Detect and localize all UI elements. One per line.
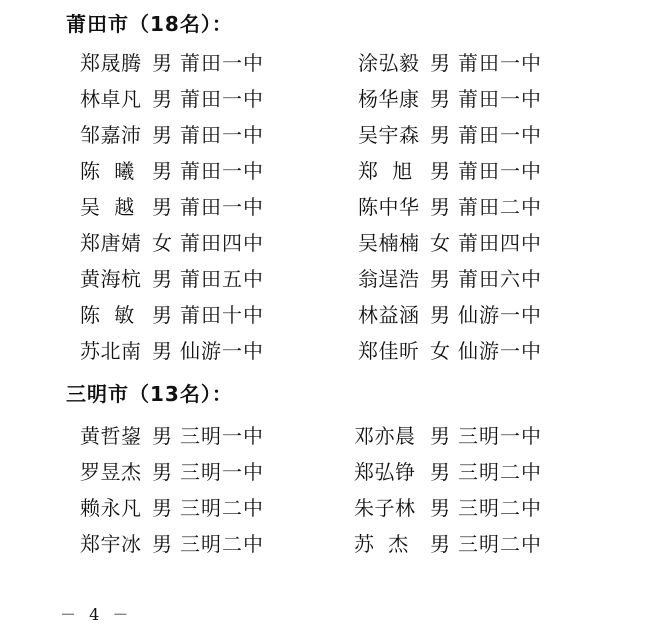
student-entry bbox=[354, 526, 554, 562]
student-school: 莆田一中 bbox=[458, 51, 542, 75]
student-name: 朱子林 bbox=[354, 496, 416, 520]
student-entry bbox=[80, 225, 280, 261]
section-heading-putian: 莆田市（18名）： bbox=[66, 12, 233, 36]
student-school: 三明二中 bbox=[458, 460, 542, 484]
student-school: 莆田六中 bbox=[458, 267, 542, 291]
student-gender: 男 bbox=[152, 424, 172, 448]
student-gender: 男 bbox=[430, 51, 450, 75]
student-school: 三明二中 bbox=[180, 532, 264, 556]
student-entry bbox=[80, 261, 280, 297]
student-entry bbox=[80, 526, 280, 562]
student-gender: 男 bbox=[430, 303, 450, 327]
student-school: 三明二中 bbox=[458, 532, 542, 556]
student-school: 三明一中 bbox=[180, 424, 264, 448]
student-gender: 男 bbox=[152, 51, 172, 75]
student-name: 黄哲鋆 bbox=[80, 424, 142, 448]
student-entry bbox=[358, 261, 558, 297]
student-gender: 女 bbox=[430, 231, 450, 255]
putian-row bbox=[0, 189, 650, 225]
student-gender: 男 bbox=[152, 87, 172, 111]
student-school: 莆田一中 bbox=[180, 51, 264, 75]
student-school: 莆田一中 bbox=[458, 87, 542, 111]
student-name: 吴 越 bbox=[80, 195, 135, 219]
student-gender: 男 bbox=[152, 267, 172, 291]
sanming-row bbox=[0, 490, 650, 526]
student-name: 吴宇森 bbox=[358, 123, 420, 147]
student-entry bbox=[358, 117, 558, 153]
student-gender: 男 bbox=[152, 339, 172, 363]
student-name: 苏北南 bbox=[80, 339, 142, 363]
page-number: － 4 － bbox=[60, 605, 133, 624]
student-school: 莆田二中 bbox=[458, 195, 542, 219]
student-entry bbox=[358, 81, 558, 117]
putian-row bbox=[0, 45, 650, 81]
student-entry bbox=[80, 81, 280, 117]
student-entry bbox=[80, 490, 280, 526]
student-gender: 男 bbox=[152, 159, 172, 183]
student-name: 郑宇冰 bbox=[80, 532, 142, 556]
student-entry bbox=[80, 333, 280, 369]
student-gender: 男 bbox=[152, 303, 172, 327]
student-gender: 男 bbox=[430, 123, 450, 147]
student-gender: 女 bbox=[152, 231, 172, 255]
student-name: 郑晟腾 bbox=[80, 51, 142, 75]
student-name: 林卓凡 bbox=[80, 87, 142, 111]
student-name: 杨华康 bbox=[358, 87, 420, 111]
putian-row bbox=[0, 153, 650, 189]
student-name: 郑弘铮 bbox=[354, 460, 416, 484]
student-entry bbox=[354, 418, 554, 454]
student-gender: 男 bbox=[430, 195, 450, 219]
student-name: 罗昱杰 bbox=[80, 460, 142, 484]
student-school: 莆田一中 bbox=[458, 159, 542, 183]
student-gender: 男 bbox=[430, 460, 450, 484]
student-name: 翁逞浩 bbox=[358, 267, 420, 291]
student-entry bbox=[358, 297, 558, 333]
student-gender: 男 bbox=[152, 496, 172, 520]
student-gender: 男 bbox=[430, 267, 450, 291]
putian-row bbox=[0, 261, 650, 297]
student-name: 陈中华 bbox=[358, 195, 420, 219]
student-name: 涂弘毅 bbox=[358, 51, 420, 75]
student-gender: 男 bbox=[152, 123, 172, 147]
student-name: 林益涵 bbox=[358, 303, 420, 327]
student-school: 莆田五中 bbox=[180, 267, 264, 291]
student-entry bbox=[354, 454, 554, 490]
student-school: 仙游一中 bbox=[458, 339, 542, 363]
student-name: 郑 旭 bbox=[358, 159, 413, 183]
student-name: 邹嘉沛 bbox=[80, 123, 142, 147]
student-entry bbox=[358, 45, 558, 81]
student-gender: 男 bbox=[430, 496, 450, 520]
putian-row bbox=[0, 117, 650, 153]
sanming-row bbox=[0, 454, 650, 490]
student-entry bbox=[80, 418, 280, 454]
student-gender: 女 bbox=[430, 339, 450, 363]
student-gender: 男 bbox=[152, 195, 172, 219]
student-school: 仙游一中 bbox=[458, 303, 542, 327]
student-entry bbox=[358, 333, 558, 369]
student-entry bbox=[80, 189, 280, 225]
student-name: 吴楠楠 bbox=[358, 231, 420, 255]
student-school: 莆田一中 bbox=[458, 123, 542, 147]
putian-row bbox=[0, 225, 650, 261]
student-school: 莆田一中 bbox=[180, 195, 264, 219]
student-name: 陈 曦 bbox=[80, 159, 135, 183]
student-entry bbox=[358, 153, 558, 189]
sanming-row bbox=[0, 526, 650, 562]
student-school: 莆田四中 bbox=[458, 231, 542, 255]
student-entry bbox=[358, 225, 558, 261]
student-school: 三明二中 bbox=[180, 496, 264, 520]
putian-row bbox=[0, 81, 650, 117]
student-gender: 男 bbox=[152, 460, 172, 484]
student-entry bbox=[354, 490, 554, 526]
student-name: 郑唐婧 bbox=[80, 231, 142, 255]
student-school: 莆田四中 bbox=[180, 231, 264, 255]
sanming-row bbox=[0, 418, 650, 454]
student-school: 三明二中 bbox=[458, 496, 542, 520]
student-school: 仙游一中 bbox=[180, 339, 264, 363]
student-gender: 男 bbox=[430, 87, 450, 111]
student-name: 黄海杭 bbox=[80, 267, 142, 291]
student-name: 陈 敏 bbox=[80, 303, 135, 327]
student-school: 莆田一中 bbox=[180, 123, 264, 147]
student-entry bbox=[80, 153, 280, 189]
student-name: 郑佳昕 bbox=[358, 339, 420, 363]
putian-row bbox=[0, 333, 650, 369]
student-entry bbox=[80, 454, 280, 490]
student-school: 莆田一中 bbox=[180, 159, 264, 183]
student-entry bbox=[358, 189, 558, 225]
student-entry bbox=[80, 297, 280, 333]
putian-row bbox=[0, 297, 650, 333]
student-school: 莆田十中 bbox=[180, 303, 264, 327]
student-name: 苏 杰 bbox=[354, 532, 409, 556]
student-school: 三明一中 bbox=[180, 460, 264, 484]
student-entry bbox=[80, 45, 280, 81]
student-gender: 男 bbox=[430, 424, 450, 448]
student-gender: 男 bbox=[430, 532, 450, 556]
student-school: 三明一中 bbox=[458, 424, 542, 448]
student-name: 邓亦晨 bbox=[354, 424, 416, 448]
section-heading-sanming: 三明市（13名）： bbox=[66, 382, 233, 406]
student-gender: 男 bbox=[430, 159, 450, 183]
student-entry bbox=[80, 117, 280, 153]
student-school: 莆田一中 bbox=[180, 87, 264, 111]
student-gender: 男 bbox=[152, 532, 172, 556]
student-name: 赖永凡 bbox=[80, 496, 142, 520]
